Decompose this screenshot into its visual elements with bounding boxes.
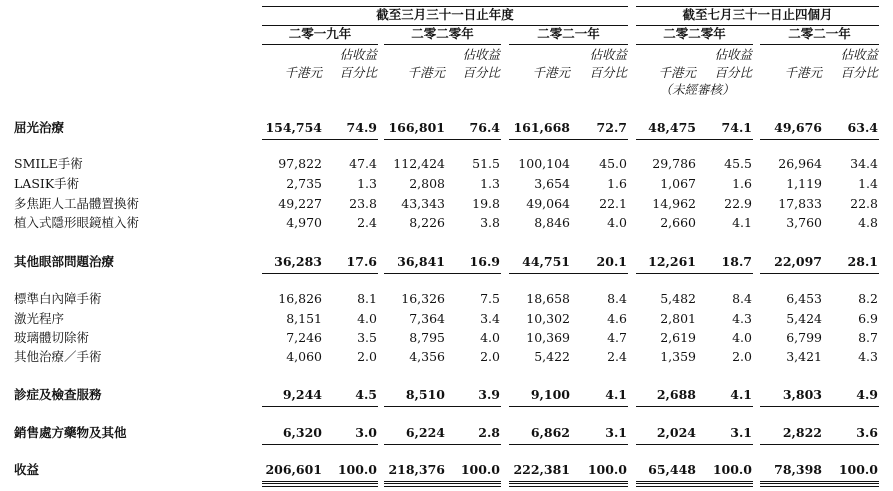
subtotal-rule [760,406,879,407]
amount-cell: 97,822 [278,156,322,171]
year-header: 二零二一年 [537,26,600,41]
percent-cell: 74.1 [721,120,752,135]
amount-cell: 8,151 [286,311,322,326]
subtotal-rule [262,139,378,140]
percent-cell: 4.0 [607,215,627,230]
percent-cell: 1.4 [858,176,878,191]
amount-cell: 4,060 [286,349,322,364]
percent-cell: 8.4 [607,291,627,306]
amount-cell: 206,601 [265,462,322,477]
amount-cell: 8,795 [409,330,445,345]
percent-cell: 2.4 [357,215,377,230]
amount-cell: 49,227 [278,196,322,211]
row-label: 其他治療／手術 [14,349,102,364]
year-header: 二零二零年 [663,26,726,41]
subtotal-rule [509,406,628,407]
amount-cell: 6,453 [786,291,822,306]
total-double-rule [636,486,753,487]
percent-cell: 8.4 [732,291,752,306]
subtotal-rule [760,273,879,274]
percent-cell: 3.5 [357,330,377,345]
subtotal-rule [636,139,753,140]
year-under-rule [509,44,628,45]
year-under-rule [636,44,753,45]
amount-cell: 17,833 [778,196,822,211]
subtotal-rule [760,139,879,140]
subtotal-rule [384,444,501,445]
percent-cell: 3.6 [856,425,878,440]
amount-cell: 9,244 [282,387,322,402]
row-label: 植入式隱形眼鏡植入術 [14,215,140,230]
subtotal-rule [384,406,501,407]
total-double-rule [262,483,378,484]
amount-cell: 5,482 [660,291,696,306]
amount-cell: 78,398 [774,462,822,477]
row-label: 激光程序 [14,311,65,326]
subtotal-rule [636,444,753,445]
row-label: LASIK手術 [14,176,80,191]
amount-cell: 6,862 [530,425,570,440]
percent-cell: 4.1 [730,387,752,402]
pct-label-line1: 佔收益 [462,47,500,62]
percent-cell: 100.0 [587,462,627,477]
subtotal-rule [509,444,628,445]
percent-cell: 3.4 [480,311,500,326]
header-group1-title: 截至三月三十一日止年度 [376,7,514,22]
percent-cell: 4.1 [732,215,752,230]
percent-cell: 18.7 [721,254,752,269]
total-double-rule [384,486,501,487]
total-double-rule [509,483,628,484]
subtotal-rule [384,139,501,140]
percent-cell: 45.5 [724,156,752,171]
total-double-rule [760,483,879,484]
unit-label: 千港元 [658,65,696,80]
subtotal-rule [636,481,753,482]
year-header: 二零二一年 [788,26,851,41]
total-double-rule [636,483,753,484]
percent-cell: 100.0 [838,462,878,477]
percent-cell: 17.6 [346,254,377,269]
percent-cell: 2.0 [357,349,377,364]
total-double-rule [384,483,501,484]
percent-cell: 4.0 [357,311,377,326]
pct-label-line2: 百分比 [840,65,878,80]
row-label: 標準白內障手術 [14,291,102,306]
percent-cell: 4.8 [858,215,878,230]
percent-cell: 23.8 [349,196,377,211]
amount-cell: 2,688 [656,387,696,402]
amount-cell: 29,786 [652,156,696,171]
percent-cell: 1.6 [732,176,752,191]
amount-cell: 1,359 [660,349,696,364]
pct-label-line1: 佔收益 [714,47,752,62]
percent-cell: 45.0 [599,156,627,171]
amount-cell: 166,801 [388,120,445,135]
amount-cell: 43,343 [401,196,445,211]
percent-cell: 8.2 [858,291,878,306]
subtotal-rule [509,481,628,482]
percent-cell: 100.0 [337,462,377,477]
amount-cell: 4,970 [286,215,322,230]
subtotal-rule [262,406,378,407]
amount-cell: 49,064 [526,196,570,211]
percent-cell: 7.5 [480,291,500,306]
pct-label-line2: 百分比 [339,65,377,80]
year-header: 二零二零年 [411,26,474,41]
percent-cell: 51.5 [472,156,500,171]
percent-cell: 6.9 [858,311,878,326]
percent-cell: 100.0 [460,462,500,477]
percent-cell: 4.3 [732,311,752,326]
year-under-rule [760,44,879,45]
total-double-rule [262,486,378,487]
subtotal-rule [262,273,378,274]
amount-cell: 6,224 [405,425,445,440]
amount-cell: 36,841 [397,254,445,269]
row-label: 玻璃體切除術 [14,330,90,345]
percent-cell: 2.0 [480,349,500,364]
percent-cell: 3.1 [730,425,752,440]
amount-cell: 14,962 [652,196,696,211]
percent-cell: 4.7 [607,330,627,345]
amount-cell: 65,448 [648,462,696,477]
subtotal-rule [760,481,879,482]
percent-cell: 20.1 [596,254,627,269]
percent-cell: 72.7 [596,120,627,135]
percent-cell: 2.0 [732,349,752,364]
percent-cell: 3.8 [480,215,500,230]
amount-cell: 2,660 [660,215,696,230]
amount-cell: 48,475 [648,120,696,135]
total-double-rule [760,486,879,487]
amount-cell: 2,801 [660,311,696,326]
subtotal-rule [384,481,501,482]
percent-cell: 100.0 [712,462,752,477]
pct-label-line2: 百分比 [714,65,752,80]
unit-label: 千港元 [284,65,322,80]
row-label: 收益 [14,462,40,477]
amount-cell: 26,964 [778,156,822,171]
pct-label-line2: 百分比 [589,65,627,80]
amount-cell: 1,067 [660,176,696,191]
unit-label: 千港元 [407,65,445,80]
amount-cell: 2,619 [660,330,696,345]
percent-cell: 1.3 [480,176,500,191]
amount-cell: 218,376 [388,462,445,477]
header-group2-title: 截至七月三十一日止四個月 [682,7,833,22]
percent-cell: 4.6 [607,311,627,326]
pct-label-line1: 佔收益 [339,47,377,62]
subtotal-rule [262,481,378,482]
percent-cell: 16.9 [469,254,500,269]
amount-cell: 3,760 [786,215,822,230]
amount-cell: 7,246 [286,330,322,345]
amount-cell: 2,808 [409,176,445,191]
amount-cell: 100,104 [518,156,570,171]
amount-cell: 3,654 [534,176,570,191]
percent-cell: 22.8 [850,196,878,211]
unit-label: 千港元 [532,65,570,80]
subtotal-rule [636,273,753,274]
percent-cell: 63.4 [847,120,878,135]
amount-cell: 8,226 [409,215,445,230]
percent-cell: 2.8 [478,425,500,440]
percent-cell: 47.4 [349,156,377,171]
percent-cell: 3.1 [605,425,627,440]
percent-cell: 4.5 [355,387,377,402]
year-under-rule [384,44,501,45]
row-label: 屈光治療 [14,120,65,135]
amount-cell: 49,676 [774,120,822,135]
percent-cell: 4.0 [480,330,500,345]
percent-cell: 74.9 [346,120,377,135]
subtotal-rule [262,444,378,445]
amount-cell: 22,097 [774,254,822,269]
percent-cell: 1.6 [607,176,627,191]
amount-cell: 154,754 [265,120,322,135]
percent-cell: 4.1 [605,387,627,402]
amount-cell: 5,422 [534,349,570,364]
row-label: SMILE手術 [14,156,83,171]
percent-cell: 4.9 [856,387,878,402]
amount-cell: 16,826 [278,291,322,306]
amount-cell: 8,510 [405,387,445,402]
percent-cell: 8.7 [858,330,878,345]
amount-cell: 10,369 [526,330,570,345]
amount-cell: 16,326 [401,291,445,306]
subtotal-rule [509,139,628,140]
amount-cell: 5,424 [786,311,822,326]
amount-cell: 7,364 [409,311,445,326]
amount-cell: 3,421 [786,349,822,364]
pct-label-line2: 百分比 [462,65,500,80]
amount-cell: 2,822 [782,425,822,440]
row-label: 其他眼部問題治療 [14,254,115,269]
unit-label: 千港元 [784,65,822,80]
amount-cell: 3,803 [782,387,822,402]
unaudited-note: （未經審核） [659,82,735,97]
subtotal-rule [760,444,879,445]
amount-cell: 10,302 [526,311,570,326]
percent-cell: 28.1 [847,254,878,269]
amount-cell: 9,100 [530,387,570,402]
percent-cell: 1.3 [357,176,377,191]
percent-cell: 22.1 [599,196,627,211]
percent-cell: 4.3 [858,349,878,364]
percent-cell: 19.8 [472,196,500,211]
percent-cell: 22.9 [724,196,752,211]
amount-cell: 2,024 [656,425,696,440]
pct-label-line1: 佔收益 [840,47,878,62]
amount-cell: 112,424 [393,156,445,171]
percent-cell: 4.0 [732,330,752,345]
amount-cell: 6,799 [786,330,822,345]
row-label: 診症及檢查服務 [14,387,102,402]
percent-cell: 34.4 [850,156,878,171]
amount-cell: 44,751 [522,254,570,269]
row-label: 銷售處方藥物及其他 [14,425,127,440]
subtotal-rule [636,406,753,407]
total-double-rule [509,486,628,487]
amount-cell: 18,658 [526,291,570,306]
amount-cell: 222,381 [513,462,570,477]
percent-cell: 3.9 [478,387,500,402]
amount-cell: 12,261 [648,254,696,269]
year-under-rule [262,44,378,45]
subtotal-rule [509,273,628,274]
percent-cell: 2.4 [607,349,627,364]
amount-cell: 8,846 [534,215,570,230]
amount-cell: 1,119 [786,176,822,191]
pct-label-line1: 佔收益 [589,47,627,62]
amount-cell: 36,283 [274,254,322,269]
percent-cell: 8.1 [357,291,377,306]
amount-cell: 2,735 [286,176,322,191]
percent-cell: 3.0 [355,425,377,440]
percent-cell: 76.4 [469,120,500,135]
amount-cell: 4,356 [409,349,445,364]
subtotal-rule [384,273,501,274]
row-label: 多焦距人工晶體置換術 [14,196,140,211]
year-header: 二零一九年 [288,26,352,41]
amount-cell: 6,320 [282,425,322,440]
amount-cell: 161,668 [513,120,570,135]
